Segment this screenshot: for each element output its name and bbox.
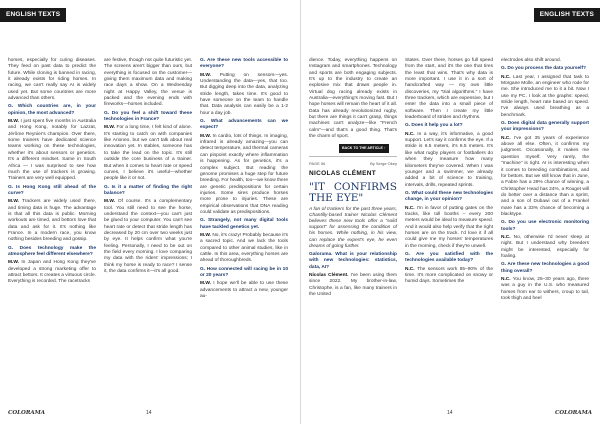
byline — [309, 161, 397, 167]
answer-text: In a way, it's informative, a good support. Let's say it confirms the eye. If a stride is 6.5 meters, it's 6.5 meters. It's like what rugby players or footballers do when they measure how many kilometers they've covered. When I was younger and a swimmer, we already added a bit of science to training, intervals, drills, repeated sprints. — [405, 131, 493, 188]
answer — [104, 125, 192, 182]
speaker: N.C. — [405, 205, 415, 211]
magazine-logo: COLORAMA — [554, 410, 592, 416]
answer — [8, 119, 96, 182]
paragraph: dience. Today, everything happens on Instagram and smartphones. Technology and sports are both engaging subjects. It's up to the industry to create an explosive mix that draws people in. Virtual dog racing already exists in Australia—everything's moving fast. But I hope horses will remain the heart of it all. Data has already revolutionized rugby, but there are things it can't grasp, things machines can't analyze—like "French calm"—and that's a good thing. That's the charm of sport. — [309, 58, 397, 140]
speaker: M.W. — [104, 199, 115, 205]
answer-text: You know, 25–30 years ago, there was a guy in the U.S. who measured horses from ear to withers, croup to tail, took thigh and heel — [501, 277, 589, 302]
answer — [8, 199, 96, 243]
section-tab: ENGLISH TEXTS — [534, 8, 600, 22]
answer-text: Putting on sensors—yes. Understanding the data—yes, that too. But digging deep into the data, analyzing stride length, takes time. It's good to have someone on the team to handle that. Data analysis can easily be a 1-2 hour a day job. — [200, 72, 288, 116]
answer-text: I hope we'll be able to use these advancements to attract a new, younger au- — [200, 281, 288, 300]
answer — [405, 267, 493, 286]
speaker: N.C. — [501, 74, 511, 80]
question: G. Does digital data generally support your impressions? — [501, 121, 589, 133]
author: By Serge Okey — [370, 160, 397, 166]
answer-text: I just spent five months in Australia and Hong Kong, notably for Lazzat, Jérôme Reynier's champion. Over there, some trainers have dedicated science teams working on these technologies, whether it's about sensors or genetics. It's a different mindset. Same in South Africa — I was surprised to see how much the use of trackers is growing. Trainers are very well equipped. — [8, 119, 96, 182]
page-tag: PAGE 56 — [309, 160, 326, 166]
answer-text: The sensors work 85–90% of the time. It's more complicated on snowy or humid days. Sometimes the — [405, 266, 493, 285]
speaker: M.W. — [8, 119, 19, 125]
speaker: N.C. — [501, 277, 511, 282]
paragraph: horses, especially for curing diseases. They feed on past data to predict the future. While cloning is banned in racing, it already exists for riding horses. In racing, we can't really say AI is widely used yet. But some countries are more advanced than others. — [8, 58, 96, 102]
answer-text: In cardio, lots of things. In imaging, infrared is already amazing—you can detect temperature, and thermal cameras can pinpoint exactly where inflammation is happening. As for genetics, it's a complex subject. But reading the genome promises a huge step for future breeding. For health, too—we know there are genetic predispositions for certain injuries. Some sires produce horses more prone to injuries. These are empirical observations that DNA reading could validate as predispositions. — [200, 133, 288, 215]
question: G. Is it a matter of finding the right balance? — [104, 184, 192, 196]
question: G. Are you satisfied with the technologies available today? — [405, 251, 493, 264]
magazine-logo: COLORAMA — [8, 410, 46, 416]
question: G. How connected will racing be in 10 or 20 years? — [200, 266, 288, 278]
speaker: M.W. — [200, 133, 211, 139]
answer-text: In Japan and Hong Kong they've developed a strong marketing offer to attract bettors. It creates a virtuous circle. Everything is recorded. The racetracks — [8, 260, 96, 285]
answer — [405, 206, 493, 250]
column-3 — [501, 58, 589, 304]
column-2 — [104, 58, 192, 277]
speaker: M.W. — [200, 72, 211, 78]
answer-text: Trackers are widely used there, and timing data is huge. The advantage is that all this data is public. Morning workouts are timed, and bettors love that data and ask for it. It's nothing like France. In a modern race, you know nothing besides breeding and gossip. — [8, 199, 96, 243]
column-3 — [200, 58, 288, 302]
answer — [309, 273, 397, 298]
answer — [8, 260, 96, 285]
speaker: N.C. — [501, 135, 511, 141]
answer-text: Of course. It's a complementary tool. You still need to see the horse, understand the context—you can't just be glued to your computer. You can't see heart rate or detect that stride length has decreased by 20 cm over two weeks just by eye. It helps confirm what you're feeling. Personally, I need to be out on the field every morning. I love comparing my data with the riders' impressions; I think my horse is ready to race? I sense it, the data confirms it—it's all good. — [104, 199, 192, 274]
answer — [501, 136, 589, 218]
answer-text: I've got 35 years of experience above all else. Often, it confirms my judgment. Occasionally, it makes me question myself. Very rarely, the "machine" is right. AI is interesting when it comes to breeding combinations, and for bettors. But we still know that in June, a Fabre has a 29% chance of winning, a Christopher Head has 24%, a Rouget will do better over a distance than a sprint, and a son of Dubawi out of a Frankel mare has a 33% chance of becoming a blacktype. — [501, 135, 589, 217]
speaker: N.C. — [405, 131, 415, 137]
speaker: Nicolas Clément. — [309, 272, 349, 278]
question: G. Do you feel a shift toward these technologies in France? — [104, 110, 192, 123]
standfirst: A fan of trackers for the past three years, Chantilly-based trainer Nicolas Clément believes these new tools offer a "solid support" for assessing the condition of his horses. While nothing, in his view, can replace the expert's eye, he even dreams of going further. — [309, 206, 397, 249]
answer — [200, 134, 288, 216]
answer — [501, 235, 589, 260]
answer — [501, 277, 589, 302]
interviewee-name: NICOLAS CLÉMENT — [309, 170, 376, 178]
column-1 — [309, 58, 397, 300]
answer-text: Last year, I assigned that task to Morgane Molle, an engineer who rode for me. She introduced me to it a bit. Now I use my PC. I look at the graphs: speed, stride length, heart rate based on speed. I've always used breathing as a benchmark. — [501, 74, 589, 118]
question: Galorama. What is your relationship with new technologies: statistics, data, AI? — [309, 251, 397, 270]
right-page — [300, 0, 600, 424]
page-number: 14 — [146, 410, 152, 416]
section-tab: ENGLISH TEXTS — [0, 8, 66, 22]
speaker: M.W. — [200, 281, 211, 287]
speaker: M.W. — [104, 125, 115, 131]
answer-text: I've been using them since 2022. My brother-in-law, Christophe, is a fan, like many trainers in the United — [309, 272, 397, 297]
back-to-article-button[interactable]: BACK TO THE ARTICLE ↑ — [339, 144, 389, 152]
answer — [200, 233, 288, 265]
answer — [200, 281, 288, 300]
question: G. What could these new technologies change, in your opinion? — [405, 190, 493, 203]
speaker: M.W. — [8, 199, 19, 205]
page-number: 14 — [447, 410, 453, 416]
question: G. Does technology make the atmosphere feel different elsewhere? — [8, 245, 96, 257]
question: G. Are these new technologies a good thing overall? — [501, 262, 589, 274]
answer-text: No, otherwise I'd never sleep at night. But I understand why breeders might be interested, especially for foaling. — [501, 234, 589, 259]
speaker: N.C. — [501, 234, 511, 240]
question: G. Which countries are, in your opinion, the most advanced? — [8, 104, 96, 116]
question: G. What advancements can we expect? — [200, 119, 288, 131]
question: G. Is Hong Kong still ahead of the curve? — [8, 184, 96, 196]
answer — [501, 75, 589, 119]
question: G. Are these new tools accessible to everyone? — [200, 58, 288, 70]
answer-text: For a long time, I felt kind of alone. It's starting to catch on with companies like Arioneo, but we can't talk about real innovation yet. In stables, someone has to take the lead on the topic. It's still outside the core business of a trainer. But when it comes to heart rate or speed curves, I believe it's useful—whether people like it or not. — [104, 125, 192, 182]
speaker: M.W. — [200, 232, 211, 238]
answer — [104, 199, 192, 275]
answer-text: I'm in favor of putting gates on the tracks, like toll booths – every 200 meters would be ideal to measure speed. And it would also help verify that the right horses are on the track. I'd love it if all could give me my horses' temperatures in the morning, check if they're unwell. — [405, 205, 493, 249]
question: G. Do you process the data yourself? — [501, 66, 587, 72]
divider — [309, 156, 397, 157]
speaker: M.W. — [8, 260, 19, 266]
question: G. Do you use electronic monitoring tools? — [501, 220, 589, 232]
paragraph: are festive, though not quite futuristic yet. The screens aren't bigger than ours, but everything is focused on the customer—giving them maximum data and making race days a show. On a Wednesday night at Happy Valley, the venue is packed and the evening ends with fireworks—horses included. — [104, 58, 192, 108]
speaker: N.C. — [405, 266, 415, 272]
answer — [405, 132, 493, 189]
question: G. Strangely, not many digital tools have tackled genetics yet. — [200, 218, 288, 230]
answer — [200, 73, 288, 117]
question: G. Does it help you a lot? — [405, 123, 463, 129]
paragraph: States. Over there, horses go full speed from the start, and it's the one that tires the least that wins. That's why data is more important. I use it in a sort of handcrafted way — my own little discoveries, my "trial algorithms." I have three trackers, which are expensive, but I enter the data into a small piece of software. Then I create my little leaderboard of strides and rhythms. — [405, 58, 493, 121]
column-2 — [405, 58, 493, 288]
paragraph: electrodes also shift around. — [501, 58, 561, 63]
column-1 — [8, 58, 96, 288]
answer-text: No, it's crazy! Probably because it's a sacred topic. And we lack the tools compared to other animal studies, like in cattle. In this area, everything horses are ahead of thoroughbreds. — [200, 232, 288, 264]
headline: "IT CONFIRMS THE EYE" — [309, 180, 397, 204]
